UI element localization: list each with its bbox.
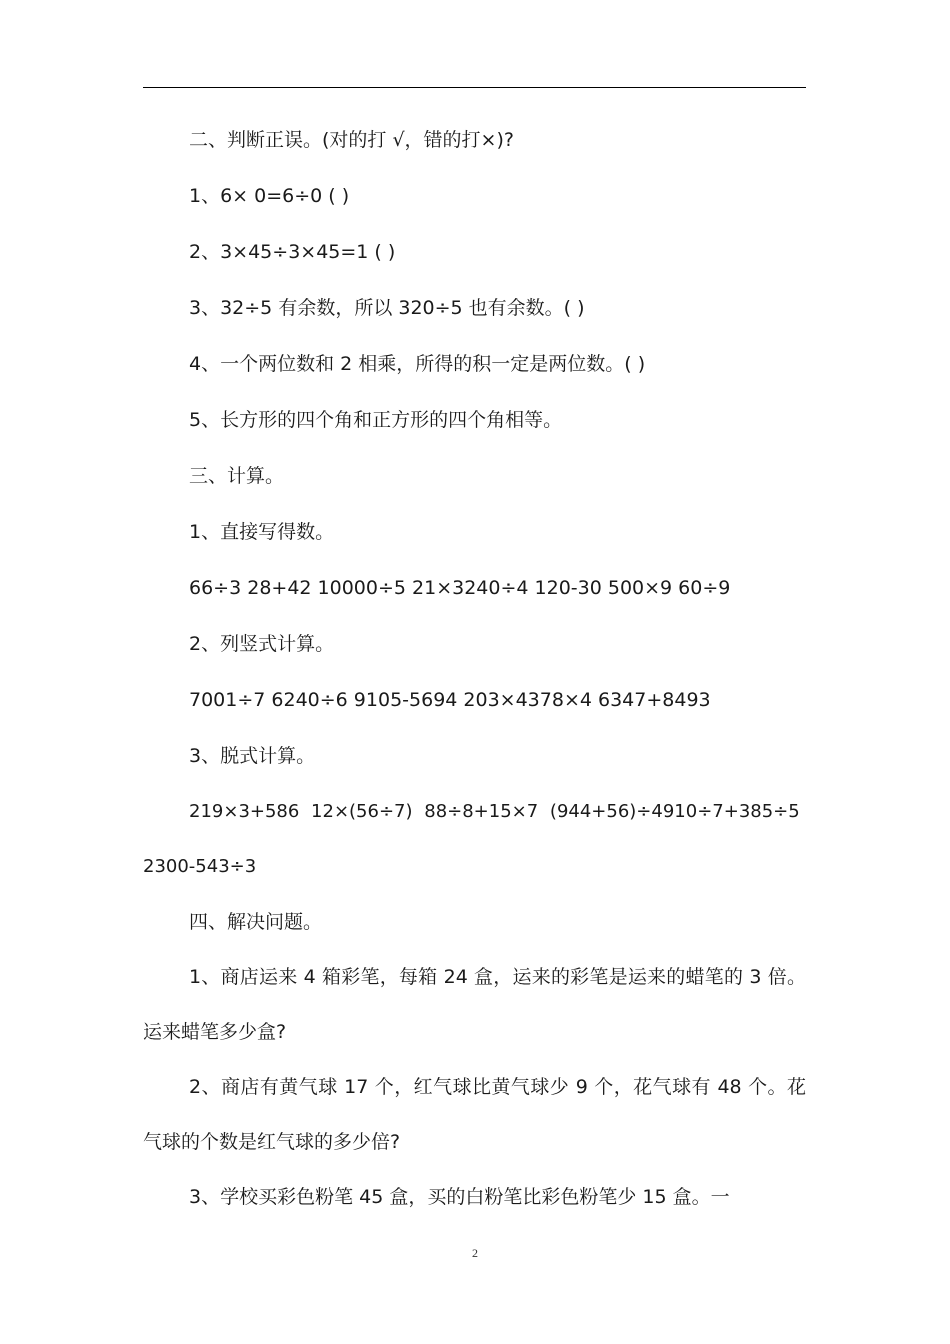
- judgement-item-4: 4、一个两位数和 2 相乘，所得的积一定是两位数。( ): [189, 353, 646, 375]
- section-4-title: 四、解决问题。: [189, 911, 323, 933]
- page-content: [143, 112, 806, 1225]
- section-3-title: 三、计算。: [189, 465, 285, 487]
- calc-part-1-expressions: 66÷3 28+42 10000÷5 21×3240÷4 120-30 500×9 60÷9: [189, 577, 731, 599]
- calc-part-3-expressions: 219×3+586 12×(56÷7) 88÷8+15×7 (944+56)÷4910÷7+385÷5 2300-543÷3: [143, 801, 800, 877]
- judgement-item-2: 2、3×45÷3×45=1 ( ): [189, 241, 396, 263]
- section-2-title: 二、判断正误。(对的打 √，错的打×)?: [189, 129, 514, 151]
- calc-part-2-expressions: 7001÷7 6240÷6 9105-5694 203×4378×4 6347+8493: [189, 689, 711, 711]
- header-rule: [143, 87, 806, 88]
- problem-2: 2、商店有黄气球 17 个，红气球比黄气球少 9 个，花气球有 48 个。花气球的个数是红气球的多少倍?: [143, 1076, 806, 1153]
- calc-part-2-title: 2、列竖式计算。: [189, 633, 335, 655]
- calc-part-3-title: 3、脱式计算。: [189, 745, 316, 767]
- judgement-item-1: 1、6× 0=6÷0 ( ): [189, 185, 350, 207]
- problem-3: 3、学校买彩色粉笔 45 盒，买的白粉笔比彩色粉笔少 15 盒。一: [189, 1186, 730, 1208]
- page-number: 2: [472, 1246, 478, 1260]
- problem-1: 1、商店运来 4 箱彩笔，每箱 24 盒，运来的彩笔是运来的蜡笔的 3 倍。运来蜡笔多少盒?: [143, 966, 806, 1043]
- judgement-item-3: 3、32÷5 有余数，所以 320÷5 也有余数。( ): [189, 297, 585, 319]
- calc-part-1-title: 1、直接写得数。: [189, 521, 335, 543]
- judgement-item-5: 5、长方形的四个角和正方形的四个角相等。: [189, 409, 563, 431]
